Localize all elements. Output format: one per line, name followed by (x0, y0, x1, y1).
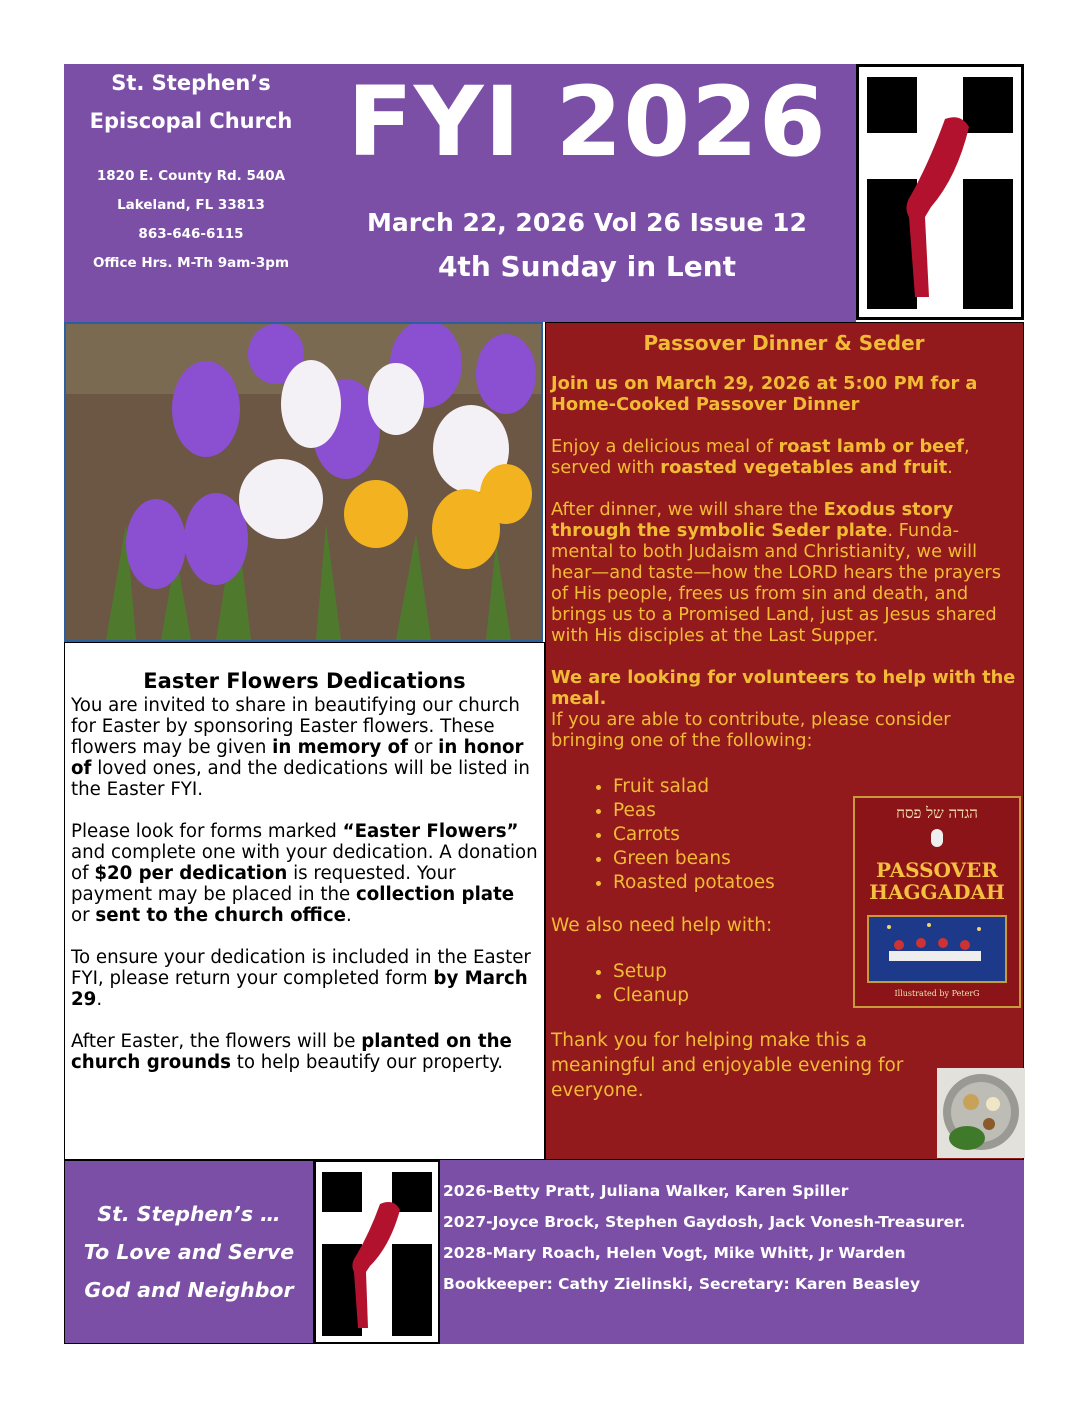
cross-stole-icon (316, 1162, 438, 1342)
newsletter-masthead (318, 64, 856, 322)
vestry-list (440, 1160, 1024, 1344)
easter-paragraph-4: After Easter, the flowers will be planted on the church grounds to help beautify our property. (71, 1031, 512, 1073)
newsletter-title: FYI 2026 (347, 66, 827, 178)
church-logo (856, 64, 1024, 320)
vestry-class-2026: 2026-Betty Pratt, Juliana Walker, Karen Spiller (443, 1182, 849, 1200)
church-address: 1820 E. County Rd. 540A (96, 168, 286, 184)
easter-paragraph-3: To ensure your dedication is included in the Easter FYI, please return your completed form by March 29. (71, 947, 531, 1010)
passover-meal: Enjoy a delicious meal of roast lamb or beef, served with roasted vegetables and fruit. (551, 436, 970, 478)
crocus-flowers-image (66, 324, 541, 640)
church-name-line1: St. Stephen’s (111, 71, 271, 95)
motto-line-1: St. Stephen’s … (97, 1202, 281, 1226)
church-city: Lakeland, FL 33813 (117, 197, 265, 213)
thanks-note: Thank you for helping make this a meaningful and enjoyable evening for everyone. (551, 1030, 904, 1101)
list-item: • Setup (613, 960, 1017, 984)
easter-heading: Easter Flowers Dedications (143, 669, 466, 693)
motto-line-3: God and Neighbor (84, 1278, 294, 1302)
list-item: • Cleanup (613, 984, 1017, 1008)
book-title: PASSOVER HAGGADAH (869, 858, 1005, 904)
kiddush-cup-icon (931, 829, 943, 847)
also-need-help: We also need help with: (551, 915, 773, 936)
vestry-class-2027: 2027-Joyce Brock, Stephen Gaydosh, Jack Vonesh-Treasurer. (443, 1213, 966, 1231)
church-info-block (64, 64, 318, 322)
church-phone: 863-646-6115 (138, 226, 244, 242)
seder-table-illustration (867, 915, 1007, 983)
seder-plate-icon (937, 1068, 1025, 1158)
easter-paragraph-2: Please look for forms marked “Easter Flowers” and complete one with your dedication. A donation of $20 per dedication is requested. Your payment may be placed in the collection plate or sent to the church office. (71, 821, 538, 926)
church-contact (64, 162, 318, 278)
seder-plate-photo (937, 1068, 1025, 1158)
footer-logo (314, 1160, 440, 1344)
liturgical-sunday: 4th Sunday in Lent (437, 250, 737, 283)
book-hebrew-title: הגדה של פסח (896, 804, 978, 822)
easter-flowers-section (64, 642, 545, 1160)
passover-section (545, 322, 1024, 1160)
office-hours: Office Hrs. M-Th 9am-3pm (92, 255, 290, 271)
cross-stole-icon (859, 67, 1021, 317)
church-name-line2: Episcopal Church (89, 109, 293, 133)
book-credit: Illustrated by PeterG (894, 989, 980, 998)
passover-lead: Join us on March 29, 2026 at 5:00 PM for a Home-Cooked Passover Dinner (551, 373, 978, 415)
list-item: • Peas (613, 799, 1017, 823)
issue-line: March 22, 2026 Vol 26 Issue 12 (367, 208, 807, 237)
list-item: • Fruit salad (613, 775, 1017, 799)
passover-heading: Passover Dinner & Seder (643, 331, 925, 355)
motto-block (64, 1160, 314, 1344)
crocus-photo (64, 322, 543, 642)
staff-line: Bookkeeper: Cathy Zielinski, Secretary: Karen Beasley (443, 1275, 921, 1293)
list-item: • Carrots (613, 823, 1017, 847)
easter-paragraph-1: You are invited to share in beautifying our church for Easter by sponsoring Easter flowers. These flowers may be given in memory of or in honor of loved ones, and the dedications will be listed in the Easter FYI. (71, 695, 530, 800)
vestry-class-2028: 2028-Mary Roach, Helen Vogt, Mike Whitt, Jr Warden (443, 1244, 906, 1262)
list-item: • Green beans (613, 847, 1017, 871)
volunteer-call: We are looking for volunteers to help with the meal. If you are able to contribute, please consider bringing one of the following: (551, 667, 1016, 751)
list-item: • Roasted potatoes (613, 871, 1017, 895)
passover-seder: After dinner, we will share the Exodus story through the symbolic Seder plate. Funda-mental to both Judaism and Christianity, we will hear—and taste—how the LORD hears the prayers of His people, frees us from sin and death, and brings us to a Promised Land, just as Jesus shared with His disciples at the Last Supper. (551, 499, 1001, 646)
motto-line-2: To Love and Serve (83, 1240, 295, 1264)
haggadah-book-cover (853, 796, 1021, 1008)
